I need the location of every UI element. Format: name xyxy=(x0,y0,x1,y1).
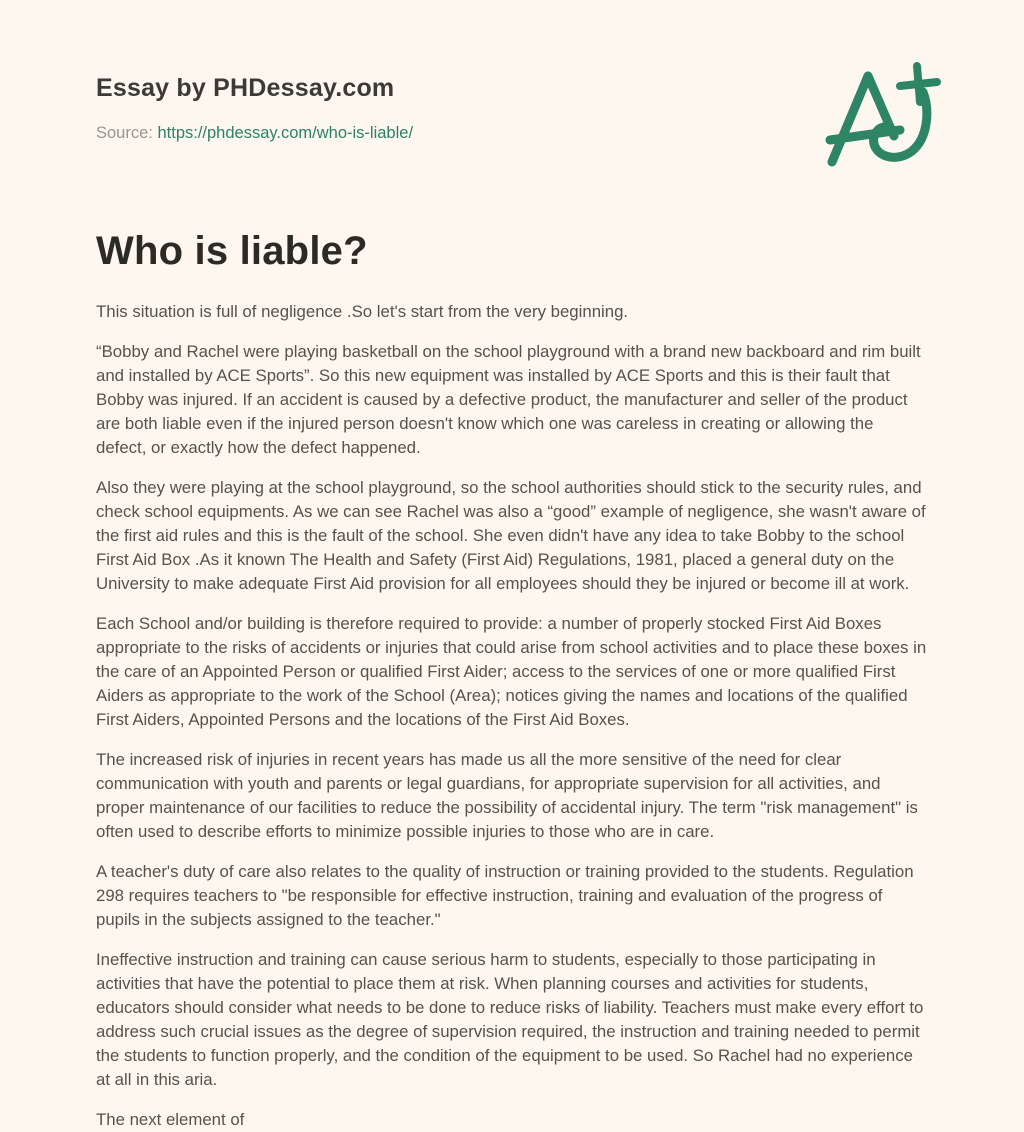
page-header xyxy=(96,66,928,143)
source-url-link[interactable]: https://phdessay.com/who-is-liable/ xyxy=(157,124,414,142)
article-paragraph: Also they were playing at the school playground, so the school authorities should stick to the security rules, and check school equipments. As we can see Rachel was also a “good” example of negligence, she wasn't aware of the first aid rules and this is the fault of the school. She even didn't have any idea to take Bobby to the school First Aid Box .As it known The Health and Safety (First Aid) Regulations, 1981, placed a general duty on the University to make adequate First Aid provision for all employees should they be injured or become ill at work. xyxy=(96,478,926,593)
source-line xyxy=(96,124,413,143)
source-label: Source: xyxy=(96,124,153,142)
article-body xyxy=(96,300,928,1132)
article-paragraph: This situation is full of negligence .So let's start from the very beginning. xyxy=(96,302,629,321)
article-title: Who is liable? xyxy=(96,229,368,273)
header-text-block xyxy=(96,66,413,143)
article-paragraph: “Bobby and Rachel were playing basketball on the school playground with a brand new backboard and rim built and installed by ACE Sports”. So this new equipment was installed by ACE Sports and this is their fault that Bobby was injured. If an accident is caused by a defective product, the manufacturer and seller of the product are both liable even if the injured person doesn't know which one was careless in creating or allowing the defect, or exactly how the defect happened. xyxy=(96,342,921,457)
a-plus-logo-icon xyxy=(820,58,942,170)
article-paragraph: Ineffective instruction and training can cause serious harm to students, especially to those participating in activities that have the potential to place them at risk. When planning courses and activities for students, educators should consider what needs to be done to reduce risks of liability. Teachers must make every effort to address such crucial issues as the degree of supervision required, the instruction and training needed to permit the students to function properly, and the condition of the equipment to be used. So Rachel had no experience at all in this aria. xyxy=(96,950,924,1089)
article-paragraph: The next element of xyxy=(96,1110,245,1129)
site-header-title: Essay by PHDessay.com xyxy=(96,74,395,102)
article-paragraph: A teacher's duty of care also relates to the quality of instruction or training provided to the students. Regulation 298 requires teachers to "be responsible for effective instruction, training and evaluation of the progress of pupils in the subjects assigned to the teacher." xyxy=(96,862,914,929)
article-paragraph: The increased risk of injuries in recent years has made us all the more sensitive of the need for clear communication with youth and parents or legal guardians, for appropriate supervision for all activities, and proper maintenance of our facilities to reduce the possibility of accidental injury. The term "risk management" is often used to describe efforts to minimize possible injuries to those who are in care. xyxy=(96,750,918,841)
article-paragraph: Each School and/or building is therefore required to provide: a number of properly stocked First Aid Boxes appropriate to the risks of accidents or injuries that could arise from school activities and to place these boxes in the care of an Appointed Person or qualified First Aider; access to the services of one or more qualified First Aiders as appropriate to the work of the School (Area); notices giving the names and locations of the qualified First Aiders, Appointed Persons and the locations of the First Aid Boxes. xyxy=(96,614,927,729)
